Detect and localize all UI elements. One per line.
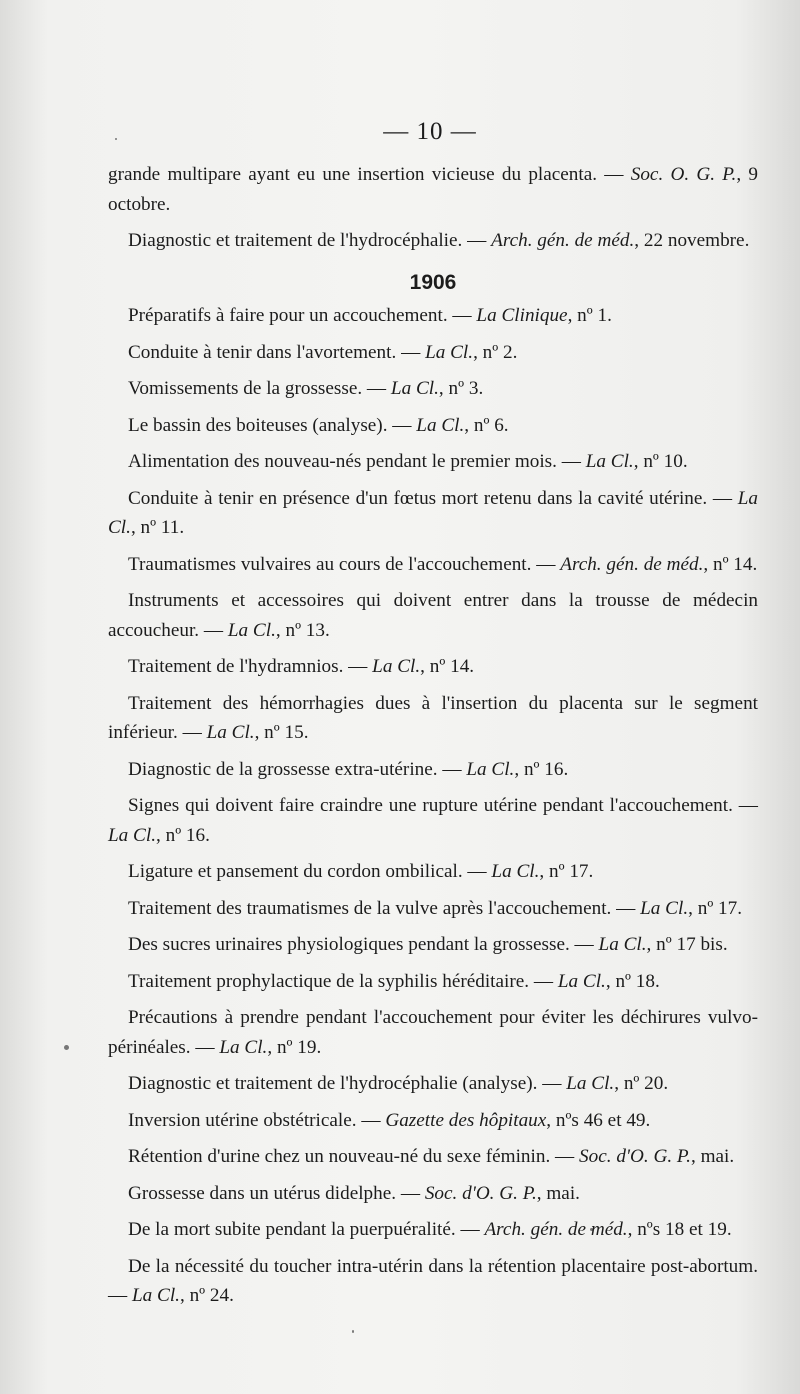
- entry-title: Diagnostic de la grossesse extra-utérine. —: [128, 758, 467, 780]
- entry-source: Gazette des hôpitaux: [385, 1109, 547, 1131]
- entry-reference: , nº 16.: [514, 758, 569, 780]
- entry-reference: , nº 17.: [539, 861, 594, 882]
- entry-reference: , nº 14.: [420, 656, 475, 677]
- entry-title: Rétention d'urine chez un nouveau-né du sexe féminin. —: [128, 1146, 580, 1167]
- bibliography-entry: [108, 447, 758, 477]
- entry-reference: , nº 18.: [605, 970, 660, 992]
- bibliography-entry: [108, 1069, 758, 1099]
- entry-source: La Cl.: [108, 824, 156, 846]
- entry-source: La Cl.: [585, 451, 634, 472]
- entry-source: La Cl.: [425, 341, 474, 363]
- bibliography-entry: [108, 338, 758, 368]
- entry-title: Précautions à prendre pendant l'accouchement pour éviter les déchirures vulvo-périnéales. —: [108, 1007, 758, 1058]
- entry-title: Vomissements de la grossesse. —: [128, 378, 391, 399]
- entry-source: La Cl.: [416, 414, 465, 436]
- entry-source: La Cl.: [227, 619, 276, 641]
- entry-reference: , nºs 46 et 49.: [546, 1109, 651, 1131]
- entry-title: Alimentation des nouveau-nés pendant le premier mois. —: [128, 451, 586, 472]
- bibliography-entry: [108, 1003, 758, 1062]
- entry-title: Traitement des traumatismes de la vulve après l'accouchement. —: [128, 897, 641, 919]
- bibliography-entry: [108, 1179, 758, 1209]
- entry-reference: , 22 novembre.: [634, 230, 750, 251]
- bibliography-entry: [108, 1252, 758, 1311]
- bibliography-entry: [108, 652, 758, 682]
- entry-source: La Cl.: [108, 487, 758, 538]
- entry-source: La Cl.: [640, 897, 689, 919]
- entry-reference: , nº 17 bis.: [646, 934, 728, 955]
- entry-title: Grossesse dans un utérus didelphe. —: [128, 1182, 425, 1204]
- bibliography-entry: [108, 374, 758, 404]
- entry-reference: , nº 3.: [438, 378, 484, 399]
- entry-reference: , nº 11.: [130, 517, 185, 538]
- bibliography-entry: [108, 791, 758, 850]
- entry-source: La Cl.: [219, 1036, 268, 1058]
- entry-title: Signes qui doivent faire craindre une rupture utérine pendant l'accouchement. —: [128, 795, 758, 816]
- entry-title: Traitement de l'hydramnios. —: [128, 656, 373, 677]
- entry-source: La Cl.: [466, 758, 515, 780]
- entry-reference: , mai.: [690, 1146, 735, 1167]
- entry-reference: , nº 19.: [267, 1036, 322, 1058]
- bibliography-entry: [108, 755, 758, 785]
- entry-title: Diagnostic et traitement de l'hydrocéphalie (analyse). —: [128, 1073, 567, 1094]
- year-heading: 1906: [409, 270, 457, 294]
- entries-1906: [108, 301, 758, 1311]
- entry-source: La Cl.: [131, 1285, 180, 1306]
- bibliography-entry: [108, 586, 758, 645]
- entry-reference: , nº 6.: [464, 414, 509, 436]
- bibliography-entry: [108, 301, 758, 331]
- entry-source: Arch. gén. de méd.: [491, 230, 635, 251]
- entry-title: Ligature et pansement du cordon ombilical. —: [128, 861, 492, 882]
- entry-source: Soc. d'O. G. P.: [579, 1146, 691, 1167]
- entry-reference: , nº 17.: [688, 897, 743, 919]
- entry-reference: , nº 13.: [275, 619, 330, 641]
- entry-reference: , nº 2.: [473, 341, 518, 363]
- entry-title: Le bassin des boiteuses (analyse). —: [128, 414, 417, 436]
- entry-reference: , nºs 18 et 19.: [627, 1219, 732, 1240]
- page-number: — 10 —: [383, 118, 477, 145]
- entry-reference: , mai.: [536, 1182, 580, 1204]
- entry-reference: , nº 1.: [567, 305, 612, 326]
- entry-source: La Cl.: [390, 378, 439, 399]
- bibliography-entry: [108, 226, 758, 256]
- entry-title: Traumatismes vulvaires au cours de l'accouchement. —: [128, 553, 561, 575]
- entry-reference: , 9 octobre.: [108, 164, 759, 215]
- bibliography-list: [108, 160, 758, 1318]
- entry-reference: , nº 14.: [703, 553, 758, 575]
- bibliography-entry: [108, 689, 758, 748]
- bibliography-entry: [108, 967, 758, 997]
- entry-source: La Cl.: [491, 861, 540, 882]
- entry-source: Arch. gén. de méd.: [484, 1219, 628, 1240]
- bibliography-entry: [108, 857, 758, 887]
- entry-source: La Cl.: [206, 722, 255, 743]
- entries-before-1906: [108, 160, 758, 256]
- bibliography-entry: [108, 411, 758, 441]
- entry-reference: , nº 24.: [179, 1285, 234, 1306]
- entry-title: De la nécessité du toucher intra-utérin dans la rétention placentaire post-abortum. —: [108, 1255, 758, 1306]
- bibliography-entry: [108, 1106, 758, 1136]
- entry-source: Arch. gén. de méd.: [560, 553, 704, 575]
- entry-title: Préparatifs à faire pour un accouchement. —: [128, 305, 477, 326]
- entry-source: Soc. O. G. P.: [630, 164, 737, 185]
- entry-title: De la mort subite pendant la puerpuéralité. —: [128, 1219, 485, 1240]
- entry-source: La Cl.: [566, 1073, 615, 1094]
- entry-title: grande multipare ayant eu une insertion vicieuse du placenta. —: [108, 164, 631, 185]
- entry-reference: , nº 10.: [633, 451, 688, 472]
- entry-title: Diagnostic et traitement de l'hydrocéphalie. —: [128, 230, 492, 251]
- entry-source: Soc. d'O. G. P.: [424, 1182, 537, 1204]
- entry-title: Traitement des hémorrhagies dues à l'insertion du placenta sur le segment inférieur. —: [108, 692, 758, 743]
- entry-reference: , nº 16.: [156, 824, 210, 846]
- entry-source: La Cl.: [598, 934, 647, 955]
- bibliography-entry: [108, 1142, 758, 1172]
- entry-title: Des sucres urinaires physiologiques pendant la grossesse. —: [128, 934, 599, 955]
- entry-title: Conduite à tenir dans l'avortement. —: [128, 341, 426, 363]
- entry-source: La Clinique: [476, 305, 568, 326]
- entry-title: Traitement prophylactique de la syphilis héréditaire. —: [128, 970, 558, 992]
- entry-source: La Cl.: [372, 656, 421, 677]
- entry-reference: , nº 15.: [254, 722, 309, 743]
- entry-reference: , nº 20.: [614, 1073, 669, 1094]
- entry-source: La Cl.: [557, 970, 606, 992]
- bibliography-entry: [108, 484, 758, 543]
- bibliography-entry: [108, 894, 758, 924]
- bibliography-entry: [108, 160, 758, 219]
- bibliography-entry: [108, 930, 758, 960]
- entry-title: Conduite à tenir en présence d'un fœtus mort retenu dans la cavité utérine. —: [128, 487, 738, 509]
- bibliography-entry: [108, 1215, 758, 1245]
- entry-title: Instruments et accessoires qui doivent entrer dans la trousse de médecin accoucheur. —: [108, 590, 758, 641]
- bibliography-entry: [108, 550, 758, 580]
- entry-title: Inversion utérine obstétricale. —: [128, 1109, 386, 1131]
